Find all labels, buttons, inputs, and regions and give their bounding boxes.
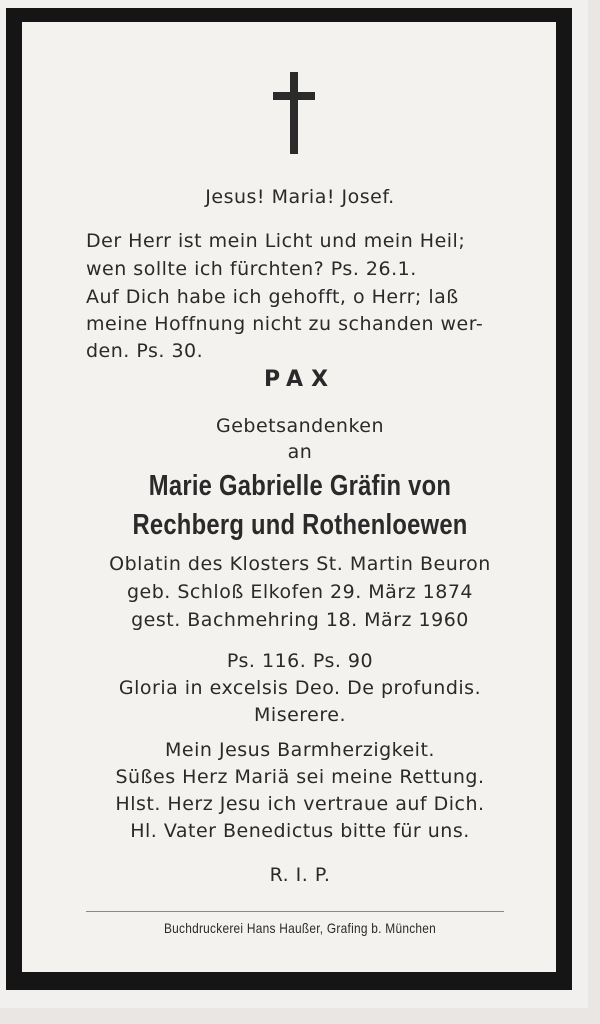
pax-heading: PAX [263, 367, 337, 392]
invocation-line: Hlst. Herz Jesu ich vertraue auf Dich. [115, 793, 485, 815]
verse-line: meine Hoffnung nicht zu schanden wer- [86, 313, 484, 335]
invocation-line: Süßes Herz Mariä sei meine Rettung. [115, 766, 485, 788]
rip-line: R. I. P. [269, 864, 331, 886]
prayer-line: Gloria in excelsis Deo. De profundis. [118, 677, 482, 699]
cross-icon-bar [273, 92, 315, 100]
verse-line: wen sollte ich fürchten? Ps. 26.1. [86, 258, 417, 280]
detail-line: Oblatin des Klosters St. Martin Beuron [109, 553, 491, 575]
memorial-line: an [287, 441, 313, 463]
psalms-line: Ps. 116. Ps. 90 [226, 650, 374, 672]
invocation-line: Hl. Vater Benedictus bitte für uns. [130, 820, 470, 842]
verse-line: Auf Dich habe ich gehofft, o Herr; laß [86, 286, 459, 308]
prayer-line: Miserere. [254, 704, 346, 726]
memorial-line: Gebetsandenken [215, 415, 385, 437]
detail-line: gest. Bachmehring 18. März 1960 [131, 609, 469, 631]
verse-line: Der Herr ist mein Licht und mein Heil; [86, 230, 466, 252]
opening-line: Jesus! Maria! Josef. [205, 186, 395, 208]
divider [86, 911, 504, 912]
invocation-line: Mein Jesus Barmherzigkeit. [165, 739, 435, 761]
printer-credit: Buchdruckerei Hans Haußer, Grafing b. München [163, 920, 437, 936]
deceased-name-line: Rechberg und Rothenloewen [132, 509, 468, 541]
verse-line: den. Ps. 30. [86, 340, 204, 362]
detail-line: geb. Schloß Elkofen 29. März 1874 [126, 581, 473, 603]
cross-icon [290, 72, 298, 154]
deceased-name-line: Marie Gabrielle Gräfin von [148, 470, 452, 502]
